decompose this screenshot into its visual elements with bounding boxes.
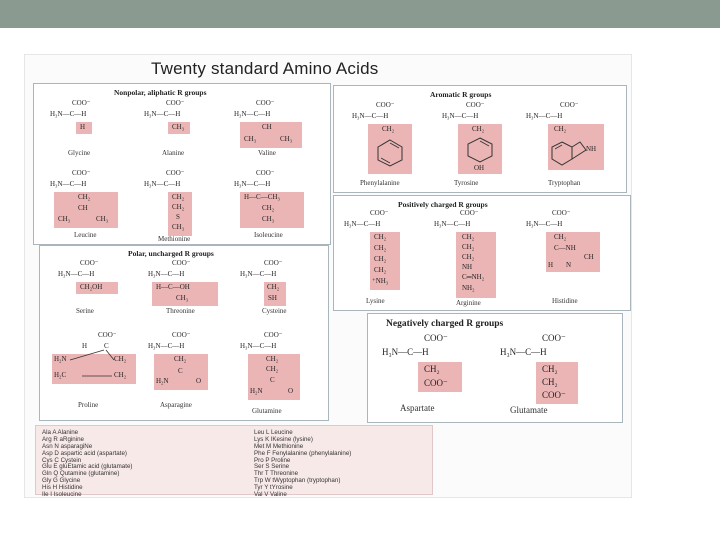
alpha-carbon: C bbox=[69, 180, 75, 188]
r-group-atom: CH₂ bbox=[382, 125, 395, 133]
hydrogen: H bbox=[375, 220, 381, 228]
r-group-atom: NH bbox=[586, 145, 597, 153]
legend-row: Gly G Glycine bbox=[42, 477, 81, 485]
backbone: H₃N—C—H bbox=[526, 220, 563, 228]
r-group-atom: CH₃ bbox=[172, 123, 185, 131]
backbone: H₃N—C—H bbox=[526, 112, 563, 120]
panel-title: Aromatic R groups bbox=[430, 90, 492, 99]
amine: H₃N bbox=[240, 270, 253, 278]
hydrogen: H bbox=[383, 112, 389, 120]
amino-acid-name: Arginine bbox=[456, 299, 481, 307]
r-group-atom: H—C—OH bbox=[156, 283, 190, 291]
amino-acid-name: Alanine bbox=[162, 149, 185, 157]
r-group-atom: CH₂ bbox=[374, 244, 387, 252]
carboxyl: COO⁻ bbox=[80, 259, 99, 267]
legend-row: Met M Methionine bbox=[254, 442, 304, 450]
amino-acid-name: Isoleucine bbox=[254, 231, 283, 239]
legend-row: Ser S Serine bbox=[254, 463, 290, 471]
r-group-atom: COO⁻ bbox=[424, 378, 448, 388]
amine: H₃N bbox=[234, 180, 247, 188]
backbone: H₃N—C—H bbox=[382, 347, 429, 357]
legend-row: Tyr Y tYrosine bbox=[254, 484, 293, 492]
r-group-atom: C═NH₂ bbox=[462, 273, 485, 281]
backbone: H₃N—C—H bbox=[50, 110, 87, 118]
alpha-carbon: C bbox=[545, 112, 551, 120]
carboxyl: COO⁻ bbox=[98, 331, 117, 339]
amino-acid-name: Threonine bbox=[166, 307, 195, 315]
alpha-carbon: C bbox=[259, 270, 265, 278]
amino-acid-name: Cysteine bbox=[262, 307, 287, 315]
carboxyl: COO⁻ bbox=[552, 209, 571, 217]
hydrogen: H bbox=[175, 110, 181, 118]
panel-aromatic bbox=[333, 85, 627, 193]
r-group-atom: CH₂ bbox=[462, 233, 475, 241]
backbone: H₃N—C—H bbox=[58, 270, 95, 278]
backbone: H₃N—C—H bbox=[50, 180, 87, 188]
r-group-atom: CH₂ bbox=[267, 283, 280, 291]
alpha-carbon: C bbox=[167, 270, 173, 278]
r-group-atom: H₂N bbox=[156, 377, 169, 385]
backbone: H₃N—C—H bbox=[148, 342, 185, 350]
amino-acid-name: Tryptophan bbox=[548, 179, 581, 187]
amino-acid-valine bbox=[234, 98, 324, 158]
r-group-atom: CH₃ bbox=[244, 135, 257, 143]
amine: H₃N bbox=[148, 342, 161, 350]
amine: H₃N bbox=[50, 110, 63, 118]
r-group-atom: S bbox=[176, 213, 180, 221]
amino-acid-isoleucine bbox=[234, 168, 324, 240]
slide-title: Twenty standard Amino Acids bbox=[151, 59, 379, 78]
slide bbox=[24, 54, 632, 498]
r-group-atom: CH₂ bbox=[472, 125, 485, 133]
carboxyl: COO⁻ bbox=[466, 101, 485, 109]
carboxyl: COO⁻ bbox=[172, 331, 191, 339]
amine: H₃N bbox=[500, 347, 517, 357]
r-group-atom: H bbox=[80, 123, 86, 131]
panel-polar bbox=[39, 245, 329, 421]
hydrogen: H bbox=[265, 180, 271, 188]
carboxyl: COO⁻ bbox=[264, 259, 283, 267]
amine: H₃N bbox=[50, 180, 63, 188]
amine: H₃N bbox=[58, 270, 71, 278]
carboxyl: COO⁻ bbox=[542, 333, 566, 343]
amino-acid-arginine bbox=[434, 208, 520, 308]
alpha-carbon: C bbox=[163, 180, 169, 188]
amino-acid-name: Proline bbox=[78, 401, 99, 409]
carboxyl: COO⁻ bbox=[264, 331, 283, 339]
carboxyl: COO⁻ bbox=[166, 169, 185, 177]
legend-row: Ala A Alanine bbox=[42, 429, 79, 436]
carboxyl: COO⁻ bbox=[172, 259, 191, 267]
r-group-atom: CH₂ bbox=[78, 193, 91, 201]
legend-row: Arg R aRginine bbox=[42, 435, 84, 443]
hydrogen: H bbox=[557, 112, 563, 120]
amino-acid-serine bbox=[50, 258, 136, 318]
alpha-carbon: C bbox=[545, 220, 551, 228]
hydrogen: H bbox=[271, 270, 277, 278]
hydrogen: H bbox=[271, 342, 277, 350]
amino-acid-lysine bbox=[344, 208, 430, 308]
amino-acid-name: Methionine bbox=[158, 235, 191, 243]
r-group-atom: CH₂ bbox=[374, 233, 387, 241]
hydrogen: H bbox=[175, 180, 181, 188]
alpha-carbon: C bbox=[363, 220, 369, 228]
amino-acid-phenylalanine bbox=[348, 100, 434, 190]
backbone: H₃N—C—H bbox=[240, 270, 277, 278]
top-bar bbox=[0, 0, 720, 28]
amine: H₃N bbox=[352, 112, 365, 120]
amino-acid-name: Serine bbox=[76, 307, 94, 315]
r-group-atom: CH₂ bbox=[114, 355, 127, 363]
panel-title: Polar, uncharged R groups bbox=[128, 249, 214, 258]
backbone: H₃N—C—H bbox=[144, 110, 181, 118]
carboxyl: COO⁻ bbox=[376, 101, 395, 109]
r-group-atom: NH bbox=[462, 263, 473, 271]
abbreviation-legend bbox=[35, 425, 433, 499]
amino-acid-glycine bbox=[50, 98, 130, 158]
amino-acid-name: Aspartate bbox=[400, 403, 435, 413]
r-group-atom: CH₂ bbox=[374, 255, 387, 263]
backbone: H₃N—C—H bbox=[500, 347, 547, 357]
r-group-atom: CH₂ bbox=[374, 266, 387, 274]
legend-row: His H Histidine bbox=[42, 484, 83, 492]
amino-acid-name: Asparagine bbox=[160, 401, 192, 409]
hydrogen: H bbox=[179, 270, 185, 278]
amino-acid-proline bbox=[50, 330, 140, 420]
amino-acid-threonine bbox=[144, 258, 230, 318]
r-group-atom: ⁺NH₃ bbox=[372, 277, 389, 285]
alpha-carbon: C bbox=[453, 220, 459, 228]
r-group-atom: CH₂ bbox=[172, 193, 185, 201]
backbone: H₃N—C—H bbox=[352, 112, 389, 120]
legend-row: Asn N asparagiNe bbox=[42, 442, 93, 450]
amino-acid-histidine bbox=[526, 208, 622, 308]
amino-acid-name: Tyrosine bbox=[454, 179, 479, 187]
hydrogen: H bbox=[540, 347, 547, 357]
r-group-atom: CH₃ bbox=[280, 135, 293, 143]
r-group-atom: NH₂ bbox=[462, 284, 475, 292]
pyrrolidine-ring-icon bbox=[68, 346, 118, 378]
r-group-atom: N bbox=[566, 261, 572, 269]
hydrogen: H bbox=[81, 180, 87, 188]
legend-row: Trp W tWyptophan (tryptophan) bbox=[254, 477, 341, 485]
backbone: H₃N—C—H bbox=[234, 180, 271, 188]
alpha-carbon: C bbox=[525, 347, 532, 357]
amino-acid-name: Histidine bbox=[552, 297, 578, 305]
r-group-atom: CH bbox=[262, 123, 272, 131]
amine: H₃N bbox=[526, 112, 539, 120]
legend-row: Ile I Isoleucine bbox=[42, 491, 82, 499]
carboxyl: COO⁻ bbox=[460, 209, 479, 217]
hydrogen: H bbox=[557, 220, 563, 228]
legend-row: Glu E gluEtamic acid (glutamate) bbox=[42, 463, 133, 471]
alpha-carbon: C bbox=[69, 110, 75, 118]
carboxyl: COO⁻ bbox=[424, 333, 448, 343]
hydrogen: H bbox=[265, 110, 271, 118]
backbone: H₃N—C—H bbox=[240, 342, 277, 350]
r-group-atom: H₂N bbox=[250, 387, 263, 395]
r-group-atom: OH bbox=[474, 164, 485, 172]
alpha-carbon: C bbox=[163, 110, 169, 118]
r-group-atom: CH₂ bbox=[554, 125, 567, 133]
hydrogen: H bbox=[465, 220, 471, 228]
alpha-carbon: C bbox=[259, 342, 265, 350]
alpha-carbon: C bbox=[104, 342, 109, 350]
legend-row: Phe F Fenylalanine (phenylalanine) bbox=[254, 449, 352, 457]
benzene-ring-icon bbox=[376, 138, 404, 168]
r-group-atom: CH₂ bbox=[172, 203, 185, 211]
r-group-atom: CH₂ bbox=[266, 365, 279, 373]
amine: H₃N bbox=[442, 112, 455, 120]
alpha-carbon: C bbox=[77, 270, 83, 278]
amine: H₃N bbox=[148, 270, 161, 278]
amino-acid-methionine bbox=[144, 168, 224, 243]
amino-acid-glutamine bbox=[236, 330, 322, 420]
alpha-carbon: C bbox=[167, 342, 173, 350]
legend-row: Thr T Threonine bbox=[254, 470, 299, 478]
legend-row: Pro P Proline bbox=[254, 456, 291, 464]
r-group-atom: H₂C bbox=[54, 371, 67, 379]
panel-title: Nonpolar, aliphatic R groups bbox=[114, 88, 207, 97]
alpha-carbon: C bbox=[253, 180, 259, 188]
r-group-atom: H bbox=[548, 261, 554, 269]
backbone: H₃N—C—H bbox=[148, 270, 185, 278]
r-group-atom: COO⁻ bbox=[542, 390, 566, 400]
legend-row: Cys C Cystein bbox=[42, 456, 82, 464]
r-group-atom: H—C—CH₃ bbox=[244, 193, 280, 201]
legend-row: Lys K lKesine (lysine) bbox=[254, 435, 313, 443]
benzene-ring-icon bbox=[466, 136, 494, 164]
hydrogen-top: H bbox=[82, 342, 88, 350]
r-group-atom: CH₂ bbox=[266, 355, 279, 363]
r-group-atom: CH₂ bbox=[114, 371, 127, 379]
r-group-atom: CH₃ bbox=[96, 215, 109, 223]
r-group-atom: CH₂ bbox=[554, 233, 567, 241]
alpha-carbon: C bbox=[461, 112, 467, 120]
amino-acid-asparagine bbox=[144, 330, 230, 420]
amine: H₃N bbox=[382, 347, 399, 357]
amine: H₃N bbox=[144, 110, 157, 118]
panel-negative bbox=[367, 313, 623, 423]
r-group-atom: CH₃ bbox=[58, 215, 71, 223]
backbone: H₃N—C—H bbox=[144, 180, 181, 188]
backbone: H₃N—C—H bbox=[434, 220, 471, 228]
r-group-atom: CH₃ bbox=[262, 215, 275, 223]
amino-acid-name: Glutamate bbox=[510, 405, 548, 415]
legend-row: Leu L Leucine bbox=[254, 429, 293, 436]
r-group-atom: CH₂ bbox=[542, 364, 558, 374]
r-group-atom: CH₂ bbox=[174, 355, 187, 363]
amino-acid-glutamate bbox=[498, 332, 614, 420]
amine: H₃N bbox=[434, 220, 447, 228]
amine: H₃N bbox=[526, 220, 539, 228]
amino-acid-leucine bbox=[50, 168, 140, 240]
amino-acid-tryptophan bbox=[526, 100, 622, 190]
carboxyl: COO⁻ bbox=[370, 209, 389, 217]
r-group-atom: CH₃ bbox=[176, 294, 189, 302]
panel-positive bbox=[333, 195, 631, 311]
backbone: H₃N—C—H bbox=[234, 110, 271, 118]
carboxyl: COO⁻ bbox=[256, 99, 275, 107]
r-group-atom: O bbox=[196, 377, 202, 385]
amino-acid-name: Glycine bbox=[68, 149, 91, 157]
r-group-atom: O bbox=[288, 387, 294, 395]
carboxyl: COO⁻ bbox=[256, 169, 275, 177]
r-group-atom: CH bbox=[584, 253, 594, 261]
amino-acid-cysteine bbox=[236, 258, 322, 318]
alpha-carbon: C bbox=[253, 110, 259, 118]
r-group-atom: CH₂ bbox=[542, 377, 558, 387]
amino-acid-alanine bbox=[144, 98, 224, 158]
hydrogen: H bbox=[422, 347, 429, 357]
legend-column-left bbox=[42, 429, 132, 498]
amine: H₃N bbox=[144, 180, 157, 188]
r-group-atom: CH₂OH bbox=[80, 283, 103, 291]
hydrogen: H bbox=[81, 110, 87, 118]
backbone: H₃N—C—H bbox=[344, 220, 381, 228]
r-group-atom: CH₂ bbox=[462, 243, 475, 251]
amine: H₃N bbox=[344, 220, 357, 228]
alpha-carbon: C bbox=[407, 347, 414, 357]
backbone: H₃N—C—H bbox=[442, 112, 479, 120]
amine: H₃N bbox=[234, 110, 247, 118]
amino-acid-name: Glutamine bbox=[252, 407, 282, 415]
panel-title: Positively charged R groups bbox=[398, 200, 488, 209]
amino-acid-name: Valine bbox=[258, 149, 276, 157]
r-group-atom: CH bbox=[78, 204, 88, 212]
legend-column-right bbox=[254, 429, 351, 498]
carboxyl: COO⁻ bbox=[72, 99, 91, 107]
carboxyl: COO⁻ bbox=[72, 169, 91, 177]
r-group-atom: H₂N bbox=[54, 355, 67, 363]
panel-nonpolar bbox=[33, 83, 331, 245]
carboxyl: COO⁻ bbox=[166, 99, 185, 107]
legend-row: Asp D aspartic acid (aspartate) bbox=[42, 449, 127, 457]
amino-acid-tyrosine bbox=[438, 100, 524, 190]
panel-title: Negatively charged R groups bbox=[386, 319, 504, 329]
amino-acid-aspartate bbox=[380, 332, 490, 420]
hydrogen: H bbox=[473, 112, 479, 120]
r-group-atom: CH₂ bbox=[462, 253, 475, 261]
carboxyl: COO⁻ bbox=[560, 101, 579, 109]
hydrogen: H bbox=[179, 342, 185, 350]
legend-row: Gln Q Qutamine (glutamine) bbox=[42, 470, 120, 478]
hydrogen: H bbox=[89, 270, 95, 278]
r-group-atom: C—NH bbox=[554, 244, 576, 252]
r-group-atom: SH bbox=[268, 294, 277, 302]
legend-row: Val V Valine bbox=[254, 491, 287, 499]
alpha-carbon: C bbox=[371, 112, 377, 120]
amino-acid-name: Lysine bbox=[366, 297, 385, 305]
r-group-atom: CH₂ bbox=[424, 364, 440, 374]
amino-acid-name: Leucine bbox=[74, 231, 97, 239]
r-group-atom: C bbox=[178, 367, 183, 375]
r-group-atom: C bbox=[270, 376, 275, 384]
r-group-atom: CH₂ bbox=[262, 204, 275, 212]
r-group-atom: CH₃ bbox=[172, 223, 185, 231]
amino-acid-name: Phenylalanine bbox=[360, 179, 400, 187]
amine: H₃N bbox=[240, 342, 253, 350]
